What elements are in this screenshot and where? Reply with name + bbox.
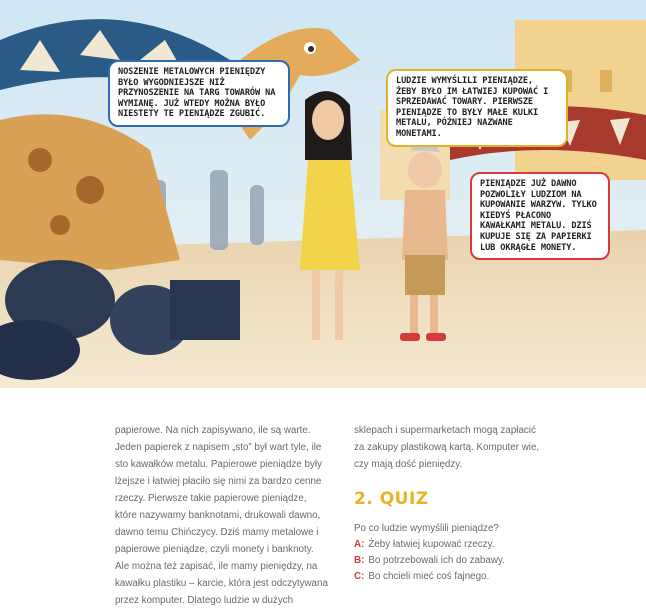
quiz-question: Po co ludzie wymyślili pieniądze? bbox=[354, 523, 499, 534]
body-text-left-column bbox=[115, 422, 329, 609]
quiz-heading: 2. QUIZ bbox=[354, 489, 429, 509]
quiz-option-text: Bo chcieli mieć coś fajnego. bbox=[368, 571, 490, 582]
quiz-option-c[interactable] bbox=[354, 569, 505, 585]
speech-bubble-girl: LUDZIE WYMYŚLILI PIENIĄDZE, ŻEBY BYŁO IM ŁATWIEJ KUPOWAĆ I SPRZEDAWAĆ TOWARY. PIERWSZE PIENIĄDZE TO BYŁY MAŁE KULKI METALU, PÓŹNIEJ NAZWANE MONETAMI. bbox=[386, 69, 568, 147]
body-paragraph-left: papierowe. Na nich zapisywano, ile są warte. Jeden papierek z napisem „sto” był wart tyle, ile sto kawałków metalu. Papierowe pieniądze były lżejsze i łatwiej płaciło się nimi za bardzo cenne rzeczy. Pierwsze takie papierowe pieniądze, które nazywamy banknotami, drukowali dawno, dawno temu Chińczycy. Dziś mamy metalowe i papierowe pieniądze, czyli monety i banknoty. Ale można też zapisać, ile mamy pieniędzy, na kawałku plastiku – karcie, która jest odczytywana przez komputer. Dlatego ludzie w dużych bbox=[115, 425, 328, 606]
quiz-option-letter: C: bbox=[354, 571, 365, 582]
body-text-right-column bbox=[354, 422, 544, 473]
quiz-option-b[interactable] bbox=[354, 553, 505, 569]
quiz-option-text: Bo potrzebowali ich do zabawy. bbox=[368, 555, 505, 566]
quiz-options-list bbox=[354, 537, 505, 585]
speech-bubble-giraffe: NOSZENIE METALOWYCH PIENIĘDZY BYŁO WYGODNIEJSZE NIŻ PRZYNOSZENIE NA TARG TOWARÓW NA WYMIANĘ. JUŻ WTEDY MOŻNA BYŁO NIESTETY TE PIENIĄDZE ZGUBIĆ. bbox=[108, 60, 290, 127]
body-paragraph-right: sklepach i supermarketach mogą zapłacić za zakupy plastikową kartą. Komputer wie, czy mają dość pieniędzy. bbox=[354, 425, 540, 470]
quiz-option-text: Żeby łatwiej kupować rzeczy. bbox=[368, 539, 495, 550]
quiz-option-letter: A: bbox=[354, 539, 365, 550]
quiz-option-a[interactable] bbox=[354, 537, 505, 553]
speech-bubble-boy: PIENIĄDZE JUŻ DAWNO POZWOLIŁY LUDZIOM NA KUPOWANIE WARZYW. TYLKO KIEDYŚ PŁACONO KAWAŁKAMI METALU. DZIŚ KUPUJE SIĘ ZA PAPIERKI LUB OKRĄGŁE MONETY. bbox=[470, 172, 610, 260]
quiz-option-letter: B: bbox=[354, 555, 365, 566]
